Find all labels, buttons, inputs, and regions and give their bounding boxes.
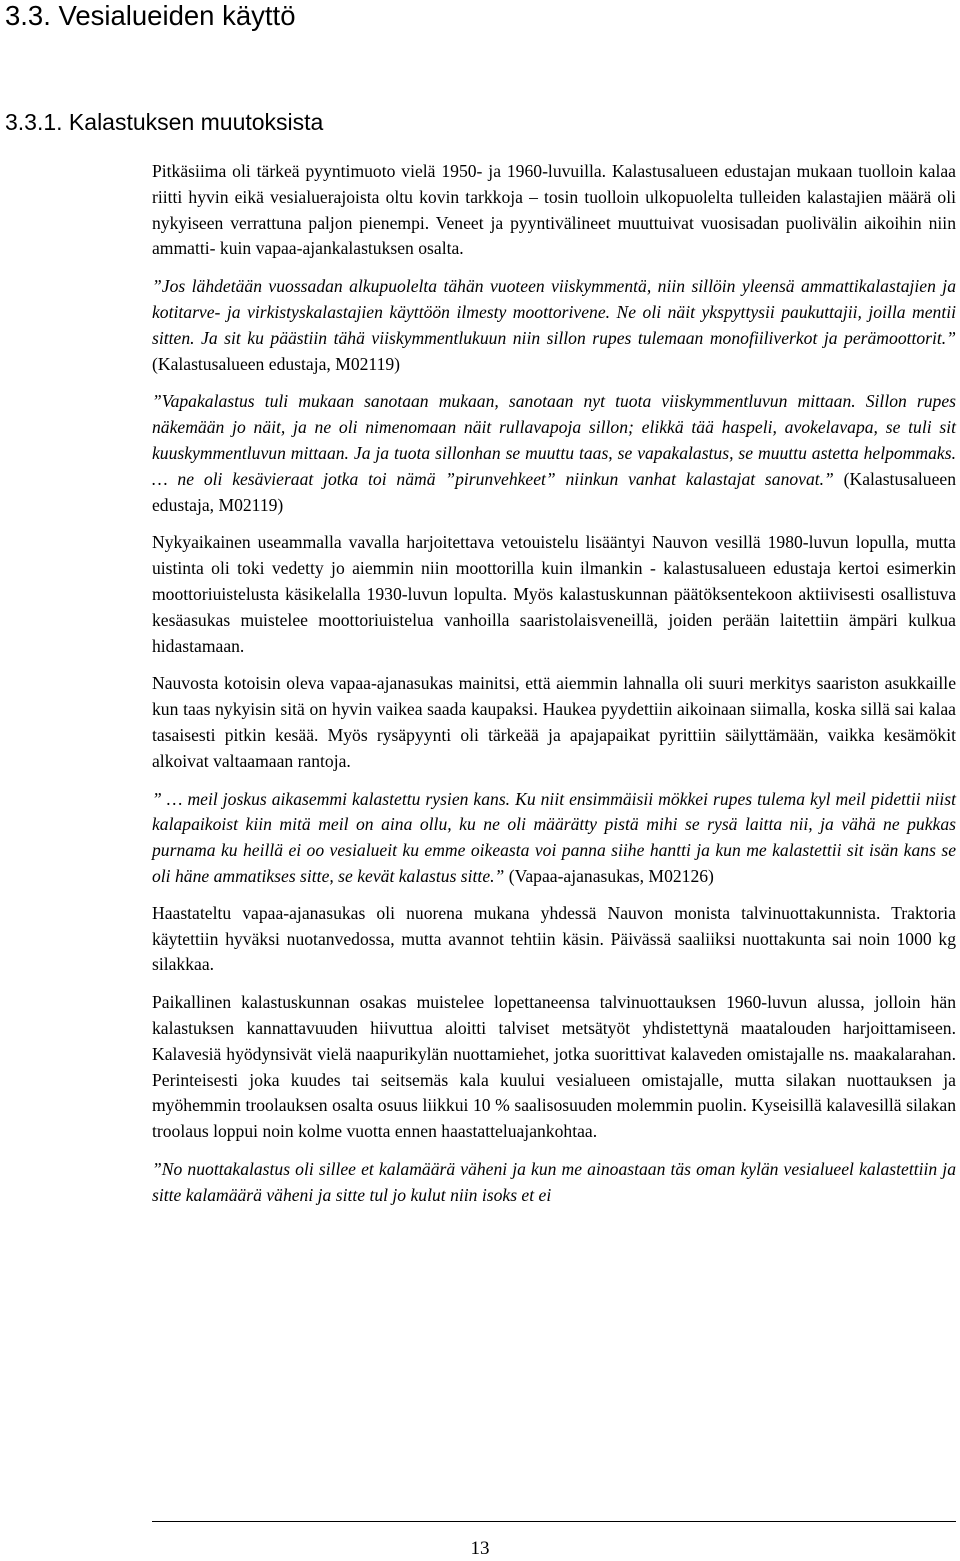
interview-quote-paragraph: ”No nuottakalastus oli sillee et kalamäärä väheni ja kun me ainoastaan täs oman kylän vesialueel kalastettiin ja sitte kalamäärä väheni ja sitte tul jo kulut niin isoks et ei bbox=[152, 1158, 956, 1205]
interview-quote: ”Jos lähdetään vuossadan alkupuolelta tähän vuoteen viiskymmentä, niin sillöin yleensä ammattikalastajien ja kotitarve- ja virkistyskalastajien käyttöön ilmesty moottorivene. Ne oli näit ykspyttysii paukuttajii, joilla mentii sitten. Ja sit ku päästiin tähä viiskymmentlukuun niin sillon rupes tulemaan monofiiliverkot ja perämoottorit.” bbox=[152, 276, 956, 348]
paragraph: Paikallinen kalastuskunnan osakas muistelee lopettaneensa talvinuottauksen 1960-luvun alussa, jolloin hän kalastuksen kannattavuuden hiivuttua aloitti talviset metsätyöt yhdistettynä maatalouden harjoittamiseen. Kalavesiä hyödynsivät vielä naapurikylän nuottamiehet, jotka suorittivat kalaveden omistajalle ns. maakalarahan. Perinteisesti joka kuudes tai seitsemäs kala kuului vesialueen omistajalle, mutta silakan nuottauksen ja myöhemmin troolauksen osalta osuus liikkui 10 % saalisosuuden molemmin puolin. Kyseisillä kalavesillä silakan troolaus loppui noin kolme vuotta ennen haastatteluajankohtaa. bbox=[152, 992, 956, 1142]
interview-quote-paragraph bbox=[152, 787, 956, 890]
footer-rule bbox=[152, 1521, 956, 1522]
body-text bbox=[152, 159, 956, 1208]
paragraph: Haastateltu vapaa-ajanasukas oli nuorena mukana yhdessä Nauvon monista talvinuottakunnista. Traktoria käytettiin hyväksi nuotanvedossa, mutta avannot tehtiin käsin. Päivässä saaliiksi nuottakunta sai noin 1000 kg silakkaa. bbox=[152, 902, 956, 975]
interview-quote-paragraph bbox=[152, 389, 956, 518]
subsection-heading: 3.3.1. Kalastuksen muutoksista bbox=[5, 109, 324, 135]
interview-quote: ” … meil joskus aikasemmi kalastettu rysien kans. Ku niit ensimmäisii mökkei rupes tulema kyl meil pidettii niist kalapaikoist kiin mitä meil on aina ollu, ku ne oli määrätty pistä mihi se rysä laitta nii, ja vähä ne pukkas purnama ku heillä ei oo vesialueit ku emme oikeasta voi panna siihe hantti ja kun me kalastettii sit isän kans se oli häne ammatikses sitte, se kevät kalastus sitte.” bbox=[152, 788, 956, 886]
paragraph: Nauvosta kotoisin oleva vapaa-ajanasukas mainitsi, että aiemmin lahnalla oli suuri merkitys saariston asukkaille kun taas nykyisin sitä on hyvin vaikea saada kaupaksi. Haukea pyydettiin aikoinaan siimalla, koska sillä sai kalaa tasaisesti pitkin kesää. Myös rysäpyynti oli tärkeää ja apajapaikat pyrittiin säilyttämään, vaikka kesämökit alkoivat valtaamaan rantoja. bbox=[152, 673, 956, 771]
interview-quote: ”Vapakalastus tuli mukaan sanotaan mukaan, sanotaan nyt tuota viiskymmentluvun mittaan. Sillon rupes näkemään jo näit, ja ne oli nimenomaan näit rullavapoja sillon; elikkä tää haspeli, avokelavapa, se tuli sit kuuskymmentluvun mittaan. Ja ja tuota sillonhan se muuttu taas, se vapakalastus, se muuttu astetta helpommaks. … ne oli kesävieraat jotka toi nämä ”pirunvehkeet” niinkun vanhat kalastajat sanovat.” bbox=[152, 391, 956, 489]
interview-quote-paragraph bbox=[152, 274, 956, 377]
quote-source: (Kalastusalueen edustaja, M02119) bbox=[152, 468, 956, 515]
quote-source: (Kalastusalueen edustaja, M02119) bbox=[152, 353, 401, 374]
paragraph: Nykyaikainen useammalla vavalla harjoitettava vetouistelu lisääntyi Nauvon vesillä 1980-luvun lopulla, mutta uistinta oli toki vedetty jo aiemmin niin moottorilla kuin ilmankin - kalastusalueen edustaja kertoi esimerkin moottoriuistelusta käsikelalla 1930-luvun lopulta. Myös kalastuskunnan päätöksentekoon aktiivisesti osallistuva kesäasukas muistelee moottoriuistelua vanhoilla saaristolaisveneillä, joiden perään laitettiin ämpäri kulkua hidastamaan. bbox=[152, 532, 956, 656]
section-heading: 3.3. Vesialueiden käyttö bbox=[5, 0, 296, 31]
page-number: 13 bbox=[470, 1538, 490, 1559]
quote-source: (Vapaa-ajanasukas, M02126) bbox=[504, 865, 714, 886]
paragraph: Pitkäsiima oli tärkeä pyyntimuoto vielä 1950- ja 1960-luvuilla. Kalastusalueen edustajan mukaan tuolloin kalaa riitti hyvin eikä vesialuerajoista oltu kovin tarkkoja – tosin tuolloin ulkopuolelta tulleiden kalastajien määrä oli nykyiseen verrattuna paljon pienempi. Veneet ja pyyntivälineet muuttuivat vuosisadan puolivälin aikoihin niin ammatti- kuin vapaa-ajankalastuksen osalta. bbox=[152, 161, 956, 259]
